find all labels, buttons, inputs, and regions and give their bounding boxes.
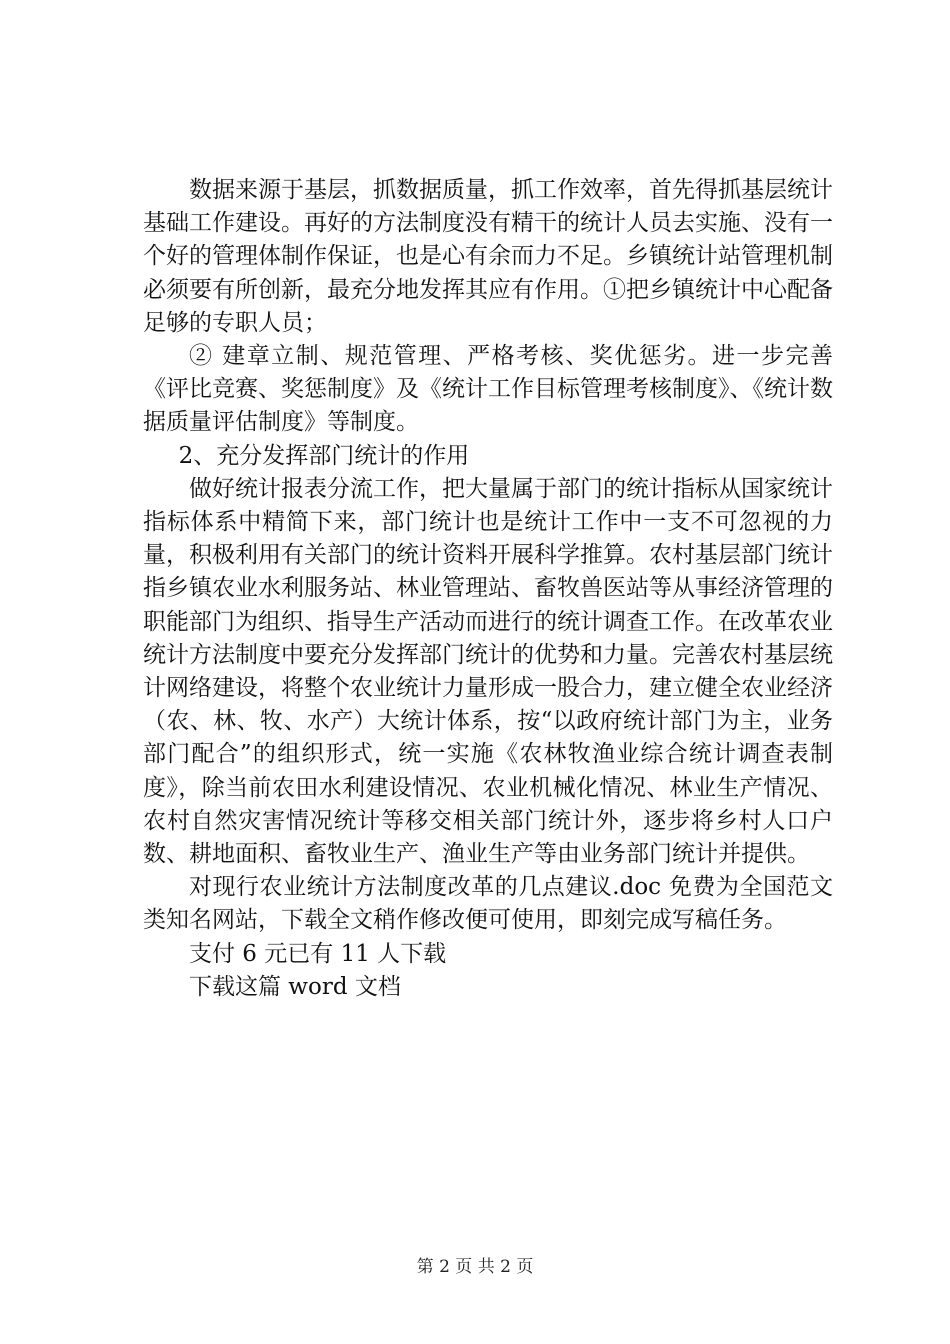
document-body: [143, 174, 833, 1004]
paragraph-rules-regulations: ② 建章立制、规范管理、严格考核、奖优惩劣。进一步完善《评比竞赛、奖惩制度》及《统计工作目标管理考核制度》、《统计数据质量评估制度》等制度。: [143, 343, 833, 436]
page-number-footer: 第 2 页 共 2 页: [416, 1257, 534, 1277]
paragraph-report-diversion: 做好统计报表分流工作，把大量属于部门的统计指标从国家统计指标体系中精简下来，部门统计也是统计工作中一支不可忽视的力量，积极利用有关部门的统计资料开展科学推算。农村基层部门统计指乡镇农业水利服务站、林业管理站、畜牧兽医站等从事经济管理的职能部门为组织、指导生产活动而进行的统计调查工作。在改革农业统计方法制度中要充分发挥部门统计的优势和力量。完善农村基层统计网络建设，将整个农业统计力量形成一股合力，建立健全农业经济（农、林、牧、水产）大统计体系，按“以政府统计部门为主，业务部门配合”的组织形式，统一实施《农林牧渔业综合统计调查表制度》，除当前农田水利建设情况、农业机械化情况、林业生产情况、农村自然灾害情况统计等移交相关部门统计外，逐步将乡村人口户数、耕地面积、畜牧业生产、渔业生产等由业务部门统计并提供。: [143, 475, 833, 868]
paragraph-download-promo: 对现行农业统计方法制度改革的几点建议.doc 免费为全国范文类知名网站，下载全文稍作修改便可使用，即刻完成写稿任务。: [143, 874, 833, 934]
paragraph-grassroots-data: 数据来源于基层，抓数据质量，抓工作效率，首先得抓基层统计基础工作建设。再好的方法制度没有精干的统计人员去实施、没有一个好的管理体制作保证，也是心有余而力不足。乡镇统计站管理机制必须要有所创新，最充分地发挥其应有作用。①把乡镇统计中心配备足够的专职人员；: [143, 177, 833, 336]
payment-info-link[interactable]: 支付 6 元已有 11 人下载: [189, 940, 447, 967]
download-word-link[interactable]: 下载这篇 word 文档: [189, 973, 401, 1000]
section-heading-department-statistics: 2、充分发挥部门统计的作用: [178, 442, 470, 469]
